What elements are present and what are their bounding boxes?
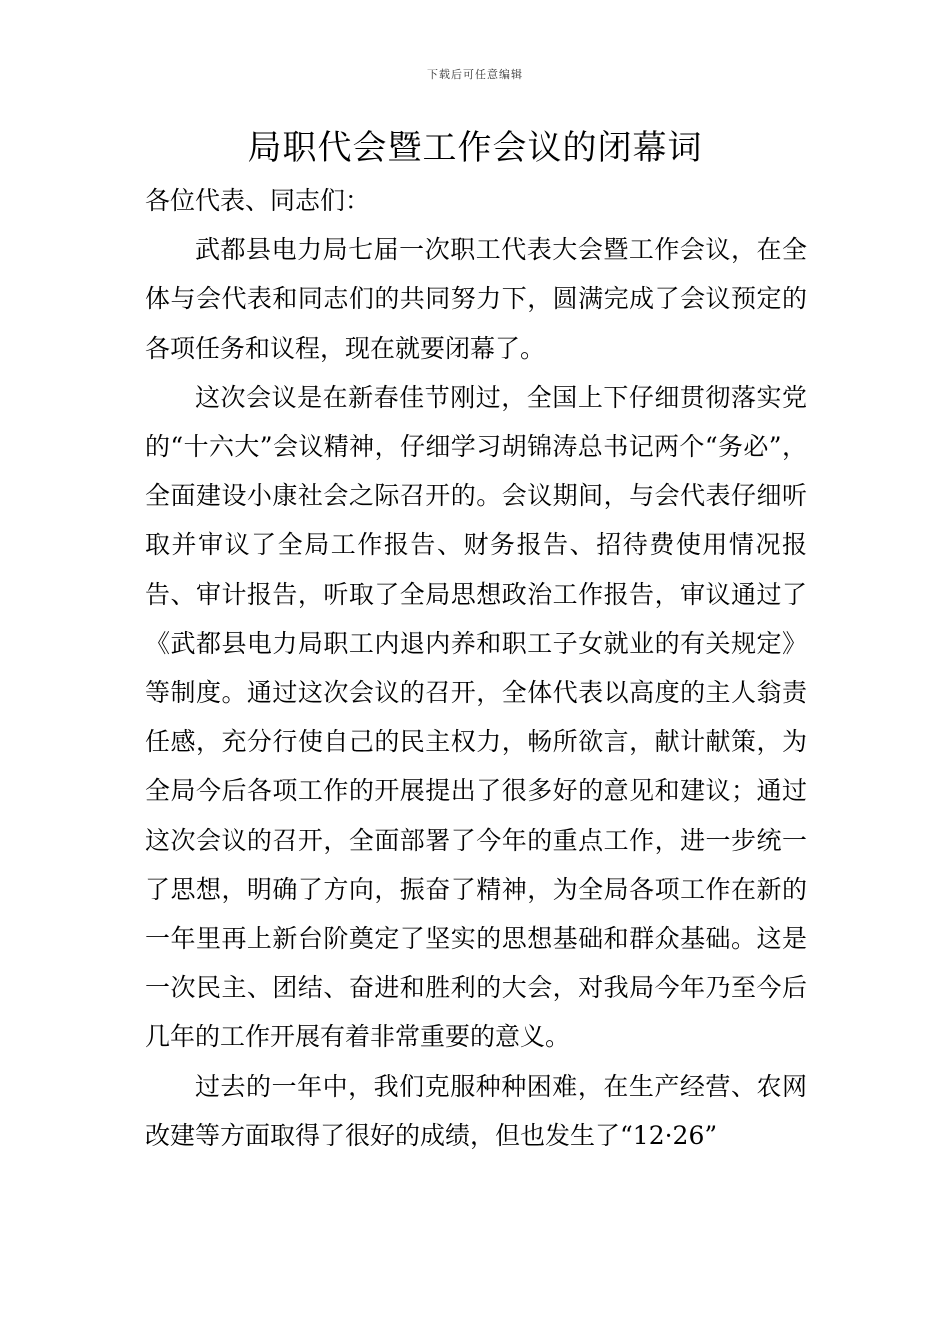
header-note: 下载后可任意编辑	[427, 68, 523, 81]
paragraph-2: 这次会议是在新春佳节刚过，全国上下仔细贯彻落实党的“十六大”会议精神，仔细学习胡锦涛总书记两个“务必”，全面建设小康社会之际召开的。会议期间，与会代表仔细听取并审议了全局工作报告、财务报告、招待费使用情况报告、审计报告，听取了全局思想政治工作报告，审议通过了《武都县电力局职工内退内养和职工子女就业的有关规定》等制度。通过这次会议的召开，全体代表以高度的主人翁责任感，充分行使自己的民主权力，畅所欲言，献计献策，为全局今后各项工作的开展提出了很多好的意见和建议；通过这次会议的召开，全面部署了今年的重点工作，进一步统一了思想，明确了方向，振奋了精神，为全局各项工作在新的一年里再上新台阶奠定了坚实的思想基础和群众基础。这是一次民主、团结、奋进和胜利的大会，对我局今年乃至今后几年的工作开展有着非常重要的意义。	[145, 382, 807, 1052]
document-body	[145, 176, 807, 1160]
paragraph-1: 武都县电力局七届一次职工代表大会暨工作会议，在全体与会代表和同志们的共同努力下，圆满完成了会议预定的各项任务和议程，现在就要闭幕了。	[145, 235, 807, 363]
paragraph-3: 过去的一年中，我们克服种种困难，在生产经营、农网改建等方面取得了很好的成绩，但也发生了“12·26”	[145, 1071, 807, 1150]
salutation: 各位代表、同志们：	[145, 186, 371, 215]
document-title: 局职代会暨工作会议的闭幕词	[247, 128, 703, 168]
